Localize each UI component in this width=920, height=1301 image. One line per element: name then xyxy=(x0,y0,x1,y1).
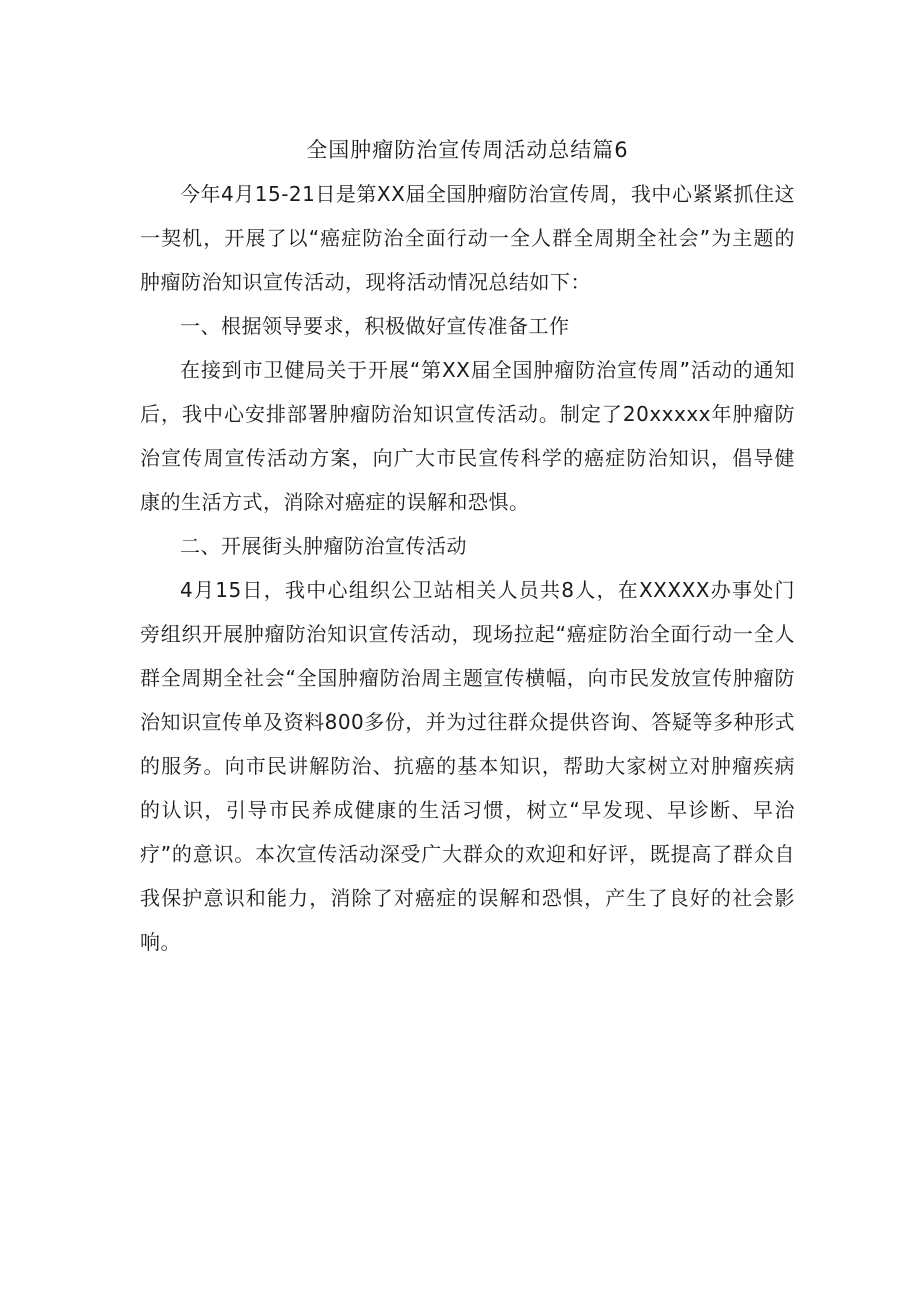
document-page xyxy=(140,128,795,964)
section-1-paragraph: 在接到市卫健局关于开展“第XX届全国肿瘤防治宣传周”活动的通知后，我中心安排部署肿瘤防治知识宣传活动。制定了20xxxxx年肿瘤防治宣传周宣传活动方案，向广大市民宣传科学的癌症防治知识，倡导健康的生活方式，消除对癌症的误解和恐惧。 xyxy=(140,358,795,514)
section-1-heading: 一、根据领导要求，积极做好宣传准备工作 xyxy=(180,314,570,338)
intro-paragraph: 今年4月15-21日是第XX届全国肿瘤防治宣传周，我中心紧紧抓住这一契机，开展了以“癌症防治全面行动一全人群全周期全社会”为主题的肿瘤防治知识宣传活动，现将活动情况总结如下： xyxy=(140,182,795,294)
section-2-paragraph: 4月15日，我中心组织公卫站相关人员共8人，在XXXXX办事处门旁组织开展肿瘤防治知识宣传活动，现场拉起“癌症防治全面行动一全人群全周期全社会“全国肿瘤防治周主题宣传横幅，向市民发放宣传肿瘤防治知识宣传单及资料800多份，并为过往群众提供咨询、答疑等多种形式的服务。向市民讲解防治、抗癌的基本知识，帮助大家树立对肿瘤疾病的认识，引导市民养成健康的生活习惯，树立“早发现、早诊断、早治疗”的意识。本次宣传活动深受广大群众的欢迎和好评，既提高了群众自我保护意识和能力，消除了对癌症的误解和恐惧，产生了良好的社会影响。 xyxy=(140,578,795,954)
document-title: 全国肿瘤防治宣传周活动总结篇6 xyxy=(306,138,629,162)
section-2-heading: 二、开展街头肿瘤防治宣传活动 xyxy=(180,534,467,558)
